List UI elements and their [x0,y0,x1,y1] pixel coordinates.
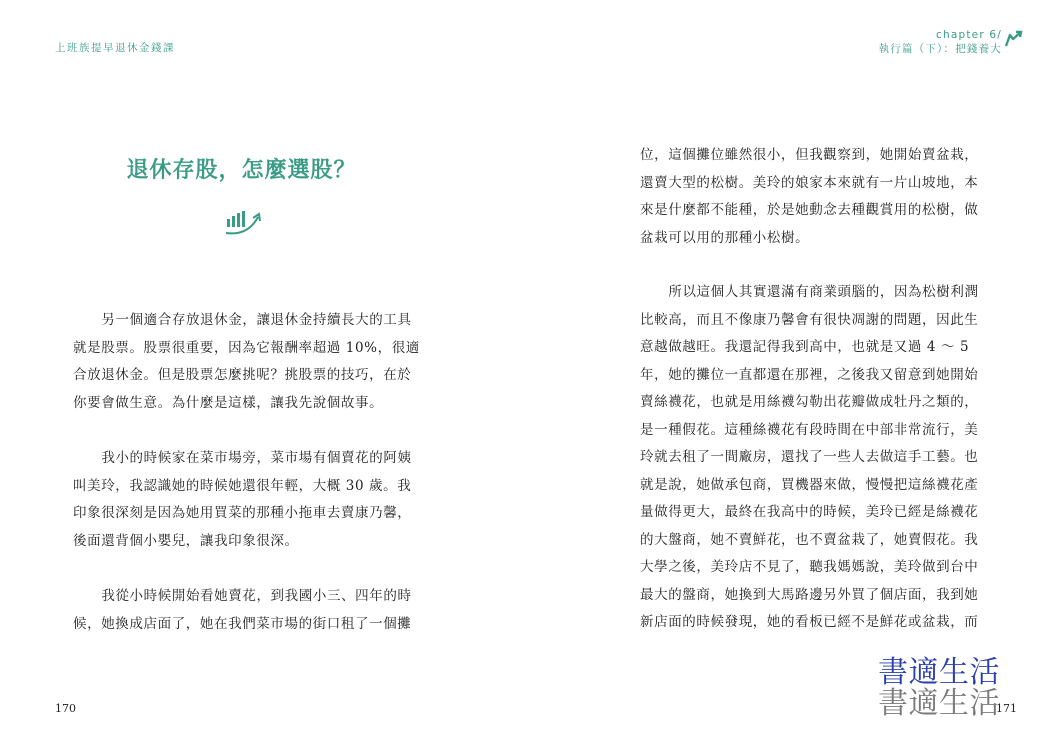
watermark-line-2: 書適生活 [878,686,1000,721]
bar-chart-growth-icon [224,205,264,239]
watermark-line-1: 書適生活 [878,655,1000,690]
arrow-corner-icon [1003,30,1023,48]
chapter-label: chapter 6/ [936,29,1002,41]
running-head-right [879,28,1002,56]
paragraph-5: 所以這個人其實還滿有商業頭腦的，因為松樹利潤比較高，而且不像康乃馨會有很快凋謝的問題，因此生意越做越旺。我還記得我到高中，也就是又過 4 ～ 5 年，她的攤位一直都還在那裡，之後我又留意到她開始賣絲襪花，也就是用絲襪勾勒出花瓣做成牡丹之類的，是一種假花。這種絲襪花有段時間在中部非常流行，美玲就去租了一間廠房，還找了一些人去做這手工藝。也就是說，她做承包商，買機器來做，慢慢把這絲襪花產量做得更大，最終在我高中的時候，美玲已經是絲襪花的大盤商，她不賣鮮花，也不賣盆栽了，她賣假花。我大學之後，美玲店不見了，聽我媽媽說，美玲做到台中最大的盤商，她換到大馬路邊另外買了個店面，我到她新店面的時候發現，她的看板已經不是鮮花或盆栽，而 [640,284,979,630]
chapter-subtitle: 執行篇（下）：把錢養大 [878,43,1002,55]
paragraph-3: 我從小時候開始看她賣花，到我國小三、四年的時候，她換成店面了，她在我們菜市場的街口租了一個攤 [73,588,412,632]
right-page [528,0,1057,750]
left-page [0,0,528,750]
page-number-left: 170 [55,702,76,715]
paragraph-2: 我小的時候家在菜市場旁，菜市場有個賣花的阿姨叫美玲，我認識她的時候她還很年輕，大概 30 歲。我印象很深刻是因為她用買菜的那種小拖車去賣康乃馨，後面還背個小嬰兒，讓我印象很深。 [73,450,412,549]
page-number-right: 171 [996,702,1017,715]
section-title: 退休存股，怎麼選股？ [126,157,357,183]
paragraph-4: 位，這個攤位雖然很小，但我觀察到，她開始賣盆栽，還賣大型的松樹。美玲的娘家本來就有一片山坡地，本來是什麼都不能種，於是她動念去種觀賞用的松樹，做盆栽可以用的那種小松樹。 [640,147,979,246]
running-head-left: 上班族提早退休金錢課 [55,42,175,54]
paragraph-1: 另一個適合存放退休金，讓退休金持續長大的工具就是股票。股票很重要，因為它報酬率超過 10%，很適合放退休金。但是股票怎麼挑呢？挑股票的技巧，在於你要會做生意。為什麼是這樣，讓我先說個故事。 [73,312,420,411]
watermark [878,657,1000,719]
